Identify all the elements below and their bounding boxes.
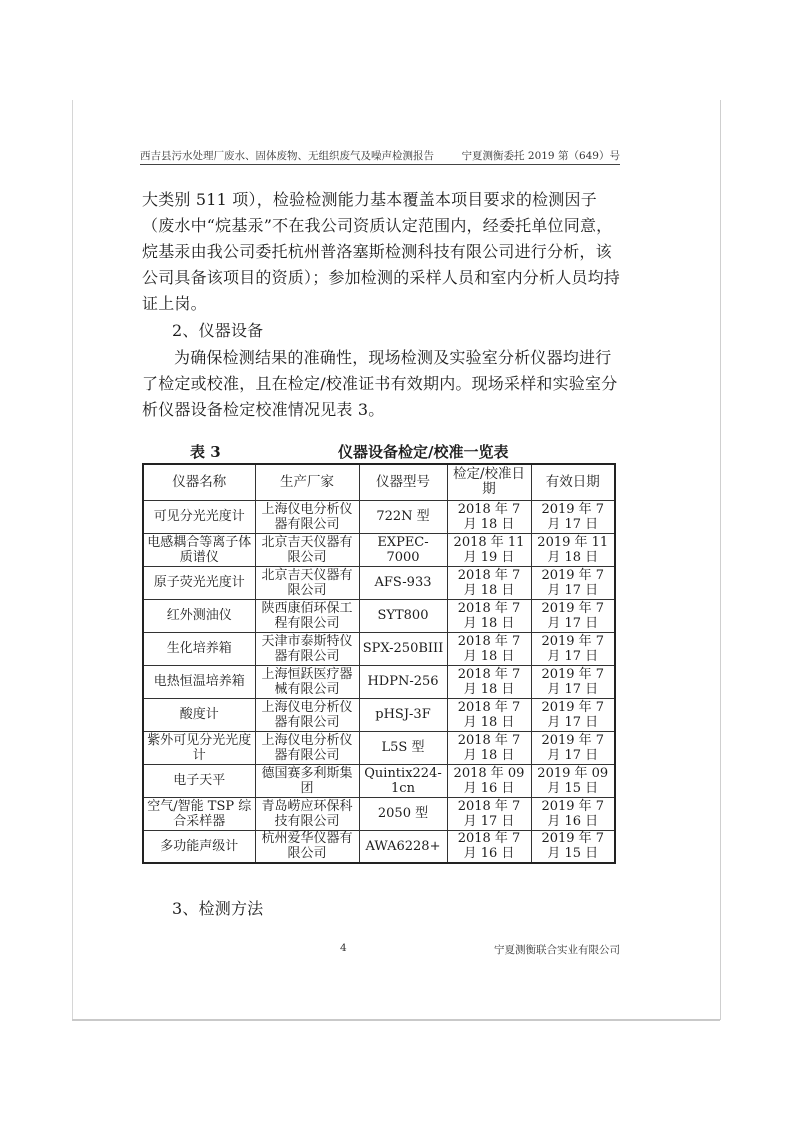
table-row: [143, 665, 615, 698]
cell-model: SPX-250BIII: [359, 632, 447, 665]
cell-model: 722N 型: [359, 500, 447, 533]
cell-valid-date: 2019 年 7 月 17 日: [531, 698, 615, 731]
table-row: [143, 698, 615, 731]
cell-manufacturer: 北京吉天仪器有限公司: [255, 566, 359, 599]
cell-instrument: 电热恒温培养箱: [143, 665, 255, 698]
cell-instrument: 电子天平: [143, 764, 255, 797]
cell-manufacturer: 上海仪电分析仪器有限公司: [255, 500, 359, 533]
cell-valid-date: 2019 年 7 月 17 日: [531, 665, 615, 698]
column-header-valid-date: 有效日期: [531, 464, 615, 500]
cell-calibration-date: 2018 年 11 月 19 日: [447, 533, 531, 566]
cell-manufacturer: 上海仪电分析仪器有限公司: [255, 698, 359, 731]
cell-valid-date: 2019 年 7 月 17 日: [531, 500, 615, 533]
header-report-title: 西吉县污水处理厂废水、固体废物、无组织废气及噪声检测报告: [140, 150, 434, 162]
cell-model: HDPN-256: [359, 665, 447, 698]
cell-instrument: 红外测油仪: [143, 599, 255, 632]
cell-instrument: 紫外可见分光光度计: [143, 731, 255, 764]
cell-instrument: 原子荧光光度计: [143, 566, 255, 599]
table-row: [143, 599, 615, 632]
cell-instrument: 酸度计: [143, 698, 255, 731]
cell-model: EXPEC-7000: [359, 533, 447, 566]
cell-model: AWA6228+: [359, 830, 447, 863]
table-row: [143, 830, 615, 863]
table-row: [143, 533, 615, 566]
table-row: [143, 731, 615, 764]
cell-model: Quintix224-1cn: [359, 764, 447, 797]
table-row: [143, 566, 615, 599]
header-rule: [140, 164, 620, 165]
table-header-row: [143, 464, 615, 500]
table-caption: [190, 441, 640, 461]
cell-calibration-date: 2018 年 7 月 16 日: [447, 830, 531, 863]
cell-calibration-date: 2018 年 7 月 18 日: [447, 698, 531, 731]
cell-manufacturer: 上海恒跃医疗器械有限公司: [255, 665, 359, 698]
column-header-calibration-date: 检定/校准日期: [447, 464, 531, 500]
scan-edge-right: [720, 100, 721, 1020]
cell-manufacturer: 上海仪电分析仪器有限公司: [255, 731, 359, 764]
cell-valid-date: 2019 年 7 月 17 日: [531, 731, 615, 764]
cell-model: L5S 型: [359, 731, 447, 764]
cell-model: 2050 型: [359, 797, 447, 830]
cell-model: pHSJ-3F: [359, 698, 447, 731]
cell-instrument: 多功能声级计: [143, 830, 255, 863]
cell-calibration-date: 2018 年 7 月 18 日: [447, 599, 531, 632]
footer-company: 宁夏测衡联合实业有限公司: [494, 944, 620, 956]
column-header-manufacturer: 生产厂家: [255, 464, 359, 500]
cell-calibration-date: 2018 年 7 月 18 日: [447, 632, 531, 665]
table-number: 表 3: [190, 443, 221, 461]
cell-valid-date: 2019 年 7 月 15 日: [531, 830, 615, 863]
cell-instrument: 空气/智能 TSP 综合采样器: [143, 797, 255, 830]
cell-model: AFS-933: [359, 566, 447, 599]
cell-calibration-date: 2018 年 7 月 18 日: [447, 500, 531, 533]
cell-model: SYT800: [359, 599, 447, 632]
cell-calibration-date: 2018 年 7 月 18 日: [447, 665, 531, 698]
cell-valid-date: 2019 年 7 月 17 日: [531, 599, 615, 632]
column-header-model: 仪器型号: [359, 464, 447, 500]
section-heading-equipment: 2、仪器设备: [172, 321, 264, 340]
page-header: [140, 148, 620, 162]
cell-manufacturer: 杭州爱华仪器有限公司: [255, 830, 359, 863]
scan-edge-bottom: [72, 1019, 720, 1021]
paragraph-qualification: 大类别 511 项），检验检测能力基本覆盖本项目要求的检测因子（废水中“烷基汞”不在我公司资质认定范围内，经委托单位同意，烷基汞由我公司委托杭州普洛塞斯检测科技有限公司进行分析，该公司具备该项目的资质）；参加检测的采样人员和室内分析人员均持证上岗。: [142, 190, 621, 313]
cell-instrument: 可见分光光度计: [143, 500, 255, 533]
cell-manufacturer: 天津市泰斯特仪器有限公司: [255, 632, 359, 665]
cell-valid-date: 2019 年 09 月 15 日: [531, 764, 615, 797]
table-row: [143, 764, 615, 797]
cell-valid-date: 2019 年 11 月 18 日: [531, 533, 615, 566]
cell-instrument: 生化培养箱: [143, 632, 255, 665]
section-heading-methods: 3、检测方法: [172, 899, 264, 918]
table-row: [143, 500, 615, 533]
table-row: [143, 797, 615, 830]
header-report-number: 宁夏测衡委托 2019 第（649）号: [461, 150, 620, 162]
equipment-table: [142, 463, 616, 864]
cell-valid-date: 2019 年 7 月 17 日: [531, 566, 615, 599]
column-header-instrument: 仪器名称: [143, 464, 255, 500]
cell-calibration-date: 2018 年 09 月 16 日: [447, 764, 531, 797]
scan-edge-left: [72, 100, 73, 1020]
page-number: 4: [340, 942, 347, 954]
table-body: [143, 500, 615, 863]
cell-instrument: 电感耦合等离子体质谱仪: [143, 533, 255, 566]
table-row: [143, 632, 615, 665]
cell-manufacturer: 陕西康佰环保工程有限公司: [255, 599, 359, 632]
cell-manufacturer: 德国赛多利斯集团: [255, 764, 359, 797]
paragraph-equipment: 为确保检测结果的准确性，现场检测及实验室分析仪器均进行了检定或校准，且在检定/校准证书有效期内。现场采样和实验室分析仪器设备检定校准情况见表 3。: [142, 348, 618, 419]
cell-manufacturer: 北京吉天仪器有限公司: [255, 533, 359, 566]
cell-valid-date: 2019 年 7 月 16 日: [531, 797, 615, 830]
cell-calibration-date: 2018 年 7 月 18 日: [447, 731, 531, 764]
cell-valid-date: 2019 年 7 月 17 日: [531, 632, 615, 665]
cell-manufacturer: 青岛崂应环保科技有限公司: [255, 797, 359, 830]
cell-calibration-date: 2018 年 7 月 17 日: [447, 797, 531, 830]
cell-calibration-date: 2018 年 7 月 18 日: [447, 566, 531, 599]
table-title: 仪器设备检定/校准一览表: [338, 443, 509, 461]
